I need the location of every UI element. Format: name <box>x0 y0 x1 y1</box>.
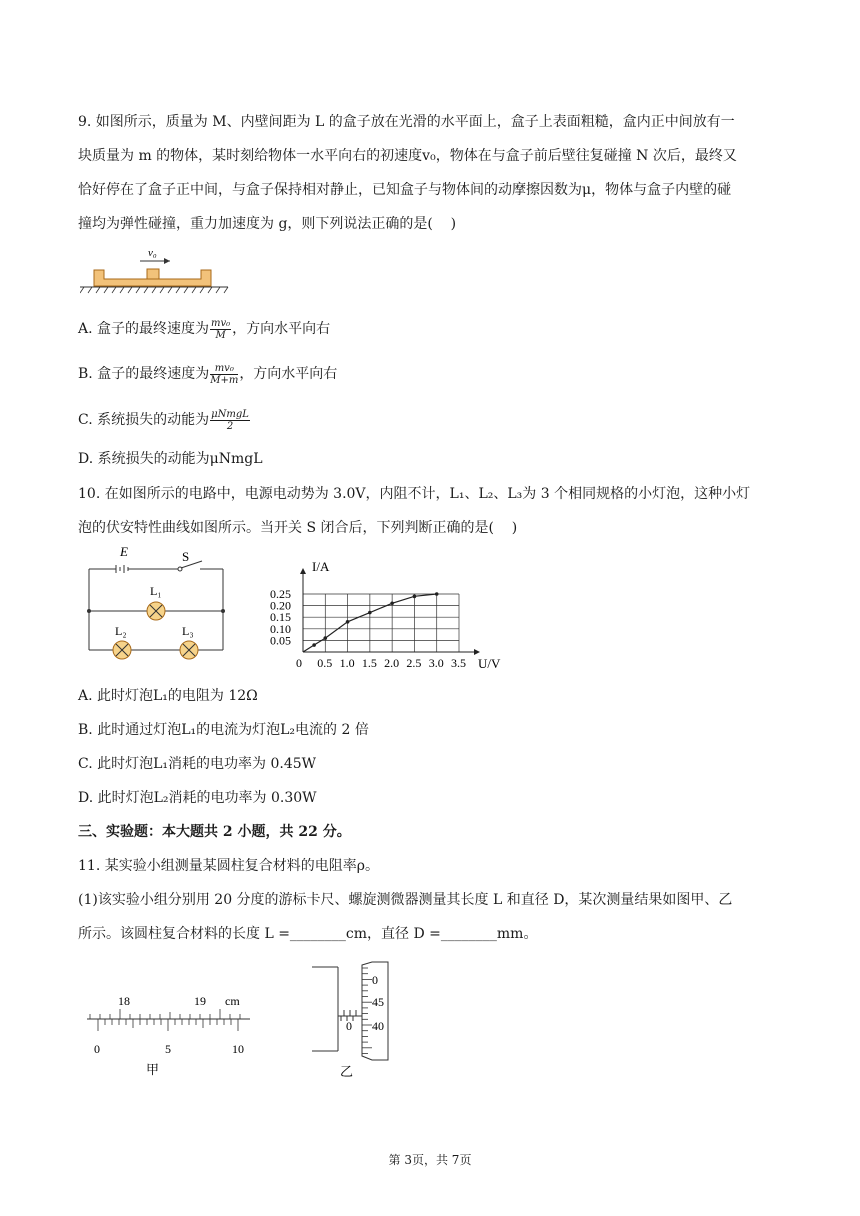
thimble-label-45: 45 <box>372 995 384 1009</box>
switch-label-s: S <box>182 549 190 564</box>
q9-option-d: D. 系统损失的动能为μNmgL <box>78 451 263 467</box>
y-tick-label: 0.20 <box>270 598 291 613</box>
iv-characteristic-chart <box>268 558 508 674</box>
vernier-label-0: 0 <box>94 1042 100 1056</box>
vernier-label-10: 10 <box>232 1042 244 1056</box>
main-scale-unit: cm <box>225 994 240 1008</box>
q9-box-figure <box>80 242 232 298</box>
source-label-e: E <box>120 544 128 559</box>
x-tick-label: 3.5 <box>451 656 466 670</box>
y-tick-label: 0.15 <box>270 610 291 625</box>
q9-stem-line-2: 块质量为 m 的物体，某时刻给物体一水平向右的初速度v₀，物体在与盒子前后壁往复碰撞 N 次后，最终又 <box>78 148 737 164</box>
x-tick-label: 0.5 <box>317 656 333 670</box>
q10-stem-line-1: 10. 在如图所示的电路中，电源电动势为 3.0V，内阻不计，L₁、L₂、L₃为 3 个相同规格的小灯泡，这种小灯 <box>78 486 751 502</box>
section-3-heading: 三、实验题：本大题共 2 小题，共 22 分。 <box>78 824 351 840</box>
data-point <box>390 601 394 605</box>
data-point <box>368 611 372 615</box>
y-tick-label: 0.10 <box>270 621 291 636</box>
lamp-label-l1: L₁ <box>150 584 162 598</box>
thimble-label-0: 0 <box>372 973 378 987</box>
data-point <box>435 592 439 596</box>
x-tick-label: 1.0 <box>339 656 355 670</box>
q9-stem-line-4: 撞均为弹性碰撞，重力加速度为 g，则下列说法正确的是( ) <box>78 216 457 232</box>
q9-option-c: C. 系统损失的动能为 $\frac{\text{μNmgL}}{2}$ <box>78 408 249 432</box>
main-scale-label-19: 19 <box>194 994 206 1008</box>
vernier-caliper-figure <box>82 990 252 1076</box>
x-axis-label: U/V <box>478 656 501 671</box>
x-tick-label: 2.5 <box>406 656 422 670</box>
q11-stem-line-1: 11. 某实验小组测量某圆柱复合材料的电阻率ρ。 <box>78 858 379 874</box>
q10-circuit-diagram <box>84 543 230 665</box>
main-scale-label-18: 18 <box>118 994 130 1008</box>
figure-caption-yi: 乙 <box>340 1064 354 1079</box>
data-point <box>413 595 417 599</box>
y-axis-label: I/A <box>312 559 330 574</box>
v0-label: v₀ <box>148 247 157 259</box>
q10-stem-line-2: 泡的伏安特性曲线如图所示。当开关 S 闭合后，下列判断正确的是( ) <box>78 520 518 536</box>
figure-caption-jia: 甲 <box>146 1062 160 1076</box>
thimble-label-40: 40 <box>372 1019 384 1033</box>
q9-option-a: A. 盒子的最终速度为 $\frac{\text{mv₀}}{M}$ ，方向水平向右 <box>78 317 331 341</box>
lamp-label-l2: L₂ <box>115 624 127 638</box>
y-tick-label: 0.25 <box>270 587 291 601</box>
q11-stem-line-2: (1)该实验小组分别用 20 分度的游标卡尺、螺旋测微器测量其长度 L 和直径 D，某次测量结果如图甲、乙 <box>78 892 733 908</box>
x-tick-label: 2.0 <box>384 656 400 670</box>
x-tick-label: 0 <box>296 656 302 670</box>
q10-option-d: D. 此时灯泡L₂消耗的电功率为 0.30W <box>78 790 317 806</box>
q10-option-b: B. 此时通过灯泡L₁的电流为灯泡L₂电流的 2 倍 <box>78 722 369 738</box>
lamp-label-l3: L₃ <box>182 624 194 638</box>
y-tick-label: 0.05 <box>270 633 291 648</box>
q10-option-a: A. 此时灯泡L₁的电阻为 12Ω <box>78 688 258 704</box>
data-point <box>312 643 316 647</box>
sleeve-label-0: 0 <box>346 1019 352 1033</box>
page-footer: 第 3页，共 7页 <box>388 1153 472 1167</box>
y-axis-arrow <box>300 568 306 574</box>
q9-stem-line-1: 9. 如图所示，质量为 M、内壁间距为 L 的盒子放在光滑的水平面上，盒子上表面粗糙，盒内正中间放有一 <box>78 114 735 130</box>
data-point <box>346 620 350 624</box>
q9-option-b: B. 盒子的最终速度为 $\frac{\text{mv₀}}{M+m}$ ，方向水平向右 <box>78 362 338 386</box>
q10-option-c: C. 此时灯泡L₁消耗的电功率为 0.45W <box>78 756 317 772</box>
x-axis-arrow <box>474 649 480 655</box>
x-tick-label: 3.0 <box>428 656 444 670</box>
data-point <box>323 636 327 640</box>
vernier-label-5: 5 <box>165 1042 171 1056</box>
micrometer-figure <box>310 960 420 1086</box>
q9-stem-line-3: 恰好停在了盒子正中间，与盒子保持相对静止，已知盒子与物体间的动摩擦因数为μ，物体与盒子内壁的碰 <box>78 182 732 198</box>
x-tick-label: 1.5 <box>361 656 377 670</box>
q11-stem-line-3: 所示。该圆柱复合材料的长度 L =________cm，直径 D =________mm。 <box>78 926 538 942</box>
